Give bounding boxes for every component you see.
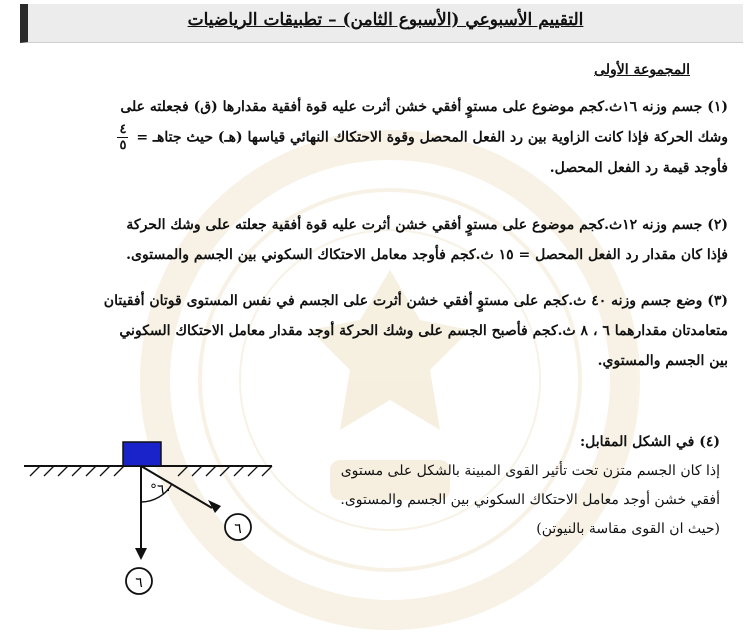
fraction-denominator: ٥ <box>119 138 127 153</box>
question-4 <box>280 428 720 544</box>
force-right-label: ٦ <box>234 521 242 537</box>
question-1 <box>22 92 728 183</box>
page-title: التقييم الأسبوعي (الأسبوع الثامن) – تطبيقات الرياضيات <box>187 10 584 30</box>
force-down-label: ٦ <box>135 575 143 591</box>
q1-line-1: (١) جسم وزنه ١٦ث.كجم موضوع على مستوٍ أفقي خشن أثرت عليه قوة أفقية مقدارها (ق) فجعلته على <box>120 99 728 115</box>
q4-heading: (٤) في الشكل المقابل: <box>579 434 720 450</box>
question-3 <box>22 286 728 376</box>
q4-line-2: أفقي خشن أوجد معامل الاحتكاك السكوني بين الجسم والمستوى. <box>340 492 720 508</box>
group-title: المجموعة الأولى <box>594 62 690 78</box>
q2-line-2: فإذا كان مقدار رد الفعل المحصل = ١٥ ث.كجم فأوجد معامل الاحتكاك السكوني بين الجسم والمستوى. <box>126 247 728 263</box>
block <box>123 442 161 466</box>
q3-line-3: بين الجسم والمستوي. <box>597 353 728 369</box>
q4-line-1: إذا كان الجسم متزن تحت تأثير القوى المبينة بالشكل على مستوى <box>340 463 720 479</box>
q3-line-1: (٣) وضع جسم وزنه ٤٠ ث.كجم على مستوٍ أفقي خشن أثرت على الجسم في نفس المستوى قوتان أفقيتان <box>103 293 728 309</box>
q4-line-3: (حيث ان القوى مقاسة بالنيوتن) <box>536 521 720 537</box>
angle-label: °٦٠ <box>150 482 173 498</box>
q1-line-2 <box>22 122 728 153</box>
q1-line-2-text: وشك الحركة فإذا كانت الزاوية بين رد الفعل المحصل وقوة الاحتكاك النهائي قياسها (هـ) حيث جتاهـ = <box>136 129 728 146</box>
force-diagram <box>22 436 282 626</box>
q3-line-2: متعامدتان مقدارهما ٦ ، ٨ ث.كجم فأصبح الجسم على وشك الحركة أوجد مقدار معامل الاحتكاك السكوني <box>119 323 728 339</box>
question-2 <box>22 210 728 270</box>
cos-fraction <box>117 122 128 153</box>
q2-line-1: (٢) جسم وزنه ١٢ث.كجم موضوع على مستوٍ أفقي خشن أثرت عليه قوة أفقية جعلته على وشك الحركة <box>126 217 728 233</box>
q1-line-3: فأوجد قيمة رد الفعل المحصل. <box>549 160 728 176</box>
force-down-arrow <box>135 466 147 560</box>
header-bar <box>20 4 743 43</box>
fraction-numerator: ٤ <box>119 122 127 137</box>
